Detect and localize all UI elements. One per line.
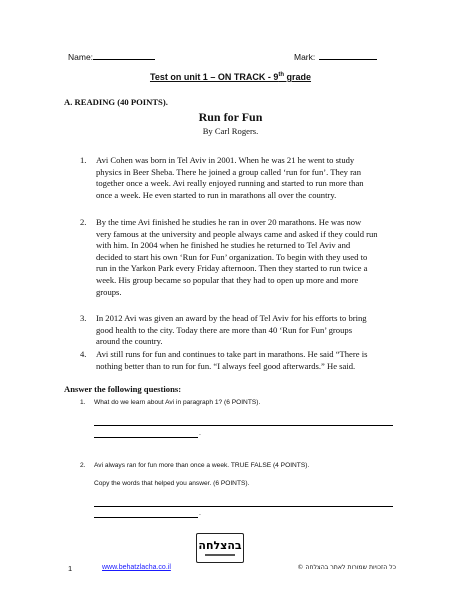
article-author: By Carl Rogers. [202,126,259,136]
paragraph-line: Avi Cohen was born in Tel Aviv in 2001. When he was 21 he went to study [96,155,355,165]
section-heading: A. READING (40 POINTS). [64,97,168,107]
answer-line[interactable] [94,425,393,426]
page-number: 1 [68,564,73,573]
paragraph-4 [96,349,396,372]
paragraph-line: groups. [96,286,122,297]
paragraph-3 [96,313,396,348]
paragraph-number: 2. [80,217,87,227]
mark-blank[interactable] [319,50,377,60]
copyright-notice: כל הזכויות שמורות לאתר בהצלחה © [297,564,396,571]
paragraph-line: nothing better than to run for fun. “I always feel good afterwards.” He said. [96,360,356,371]
question-1-number: 1. [80,399,86,406]
test-title: Test on unit 1 – ON TRACK - 9th grade [149,72,312,82]
name-blank[interactable] [93,50,155,60]
logo-underline [205,554,235,556]
question-1-text: What do we learn about Avi in paragraph 1? (6 POINTS). [94,399,261,406]
article-title: Run for Fun [198,110,263,124]
paragraph-line: decided to start his own ‘Run for Fun’ organization. To begin with they used to [96,251,368,262]
answer-line[interactable] [94,437,198,438]
paragraph-line: good health to the city. Today there are more than 40 ‘Run for Fun’ groups [96,324,353,335]
paragraph-number: 3. [80,313,87,323]
paragraph-1 [96,155,396,201]
questions-heading: Answer the following questions: [64,384,182,394]
mark-label: Mark: [294,52,316,62]
paragraph-line: In 2012 Avi was given an award by the head of Tel Aviv for his efforts to bring [96,313,367,323]
question-2-text: Avi always ran for fun more than once a week. TRUE FALSE (4 POINTS). [94,462,310,469]
paragraph-line: week. His group became so popular that they had to open up more and more [96,274,359,285]
name-field[interactable] [68,50,155,62]
behatzlacha-logo [196,533,244,563]
paragraph-line: around the country. [96,336,163,347]
answer-period: . [199,510,201,517]
paragraph-line: By the time Avi finished he studies he ran in over 20 marathons. He was now [96,217,362,227]
answer-line[interactable] [94,506,393,507]
question-2-followup: Copy the words that helped you answer. (6 POINTS). [94,480,250,487]
paragraph-line: physics in Beer Sheba. There he joined a group called ‘run for fun’. They ran [96,166,362,177]
paragraph-2 [96,217,396,298]
question-2-number: 2. [80,462,86,469]
logo-text: בהצלחה [198,539,242,552]
name-label: Name: [68,52,94,62]
paragraph-line: Avi still runs for fun and continues to take part in marathons. He said “There is [96,349,368,359]
paragraph-number: 1. [80,155,87,165]
paragraph-line: with him. In 2004 when he finished he studies he returned to Tel Aviv and [96,240,351,251]
paragraph-line: together once a week. Avi really enjoyed running and started to run more than [96,178,364,189]
paragraph-number: 4. [80,349,87,359]
paragraph-line: once a week. He even started to run in marathons all over the country. [96,189,337,200]
answer-line[interactable] [94,517,198,518]
mark-field[interactable] [294,50,377,62]
paragraph-line: very famous at the university and people always came and asked if they could run [96,228,378,239]
answer-period: . [199,430,201,437]
paragraph-line: run in the Yarkon Park every Friday afternoon. Then they started to run twice a [96,263,368,274]
website-link[interactable]: www.behatzlacha.co.il [102,564,171,571]
